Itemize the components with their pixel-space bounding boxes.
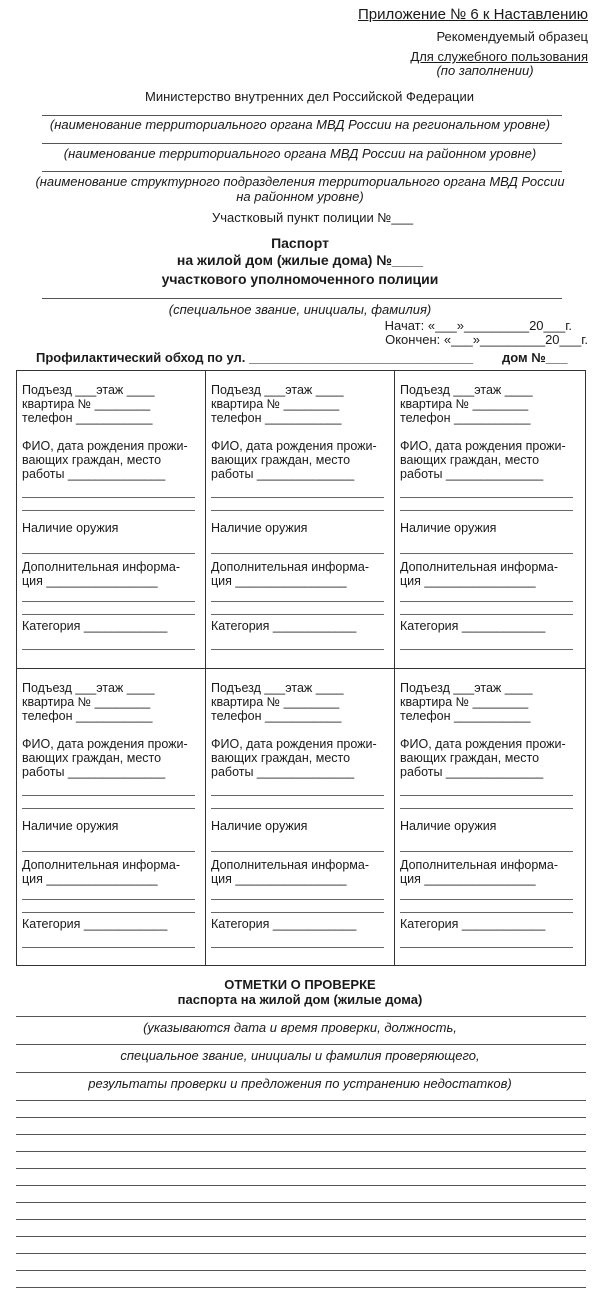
- cell-label-additional-1: Дополнительная информа-: [211, 560, 369, 574]
- cell-label-additional-1: Дополнительная информа-: [400, 560, 558, 574]
- cell-label-residents-3: работы ______________: [400, 765, 544, 779]
- cell-label-entrance: Подъезд ___этаж ____: [22, 383, 155, 397]
- cell-label-phone: телефон ___________: [22, 411, 153, 425]
- cell-label-category: Категория ____________: [22, 917, 168, 931]
- cell-label-additional-1: Дополнительная информа-: [400, 858, 558, 872]
- checks-blank-line: [16, 1117, 586, 1118]
- cell-label-entrance: Подъезд ___этаж ____: [22, 681, 155, 695]
- checks-blank-line: [16, 1185, 586, 1186]
- checks-caption-3: результаты проверки и предложения по устранению недостатков): [88, 1076, 512, 1091]
- cell-fill-line: [22, 808, 195, 809]
- passport-subtitle: на жилой дом (жилые дома) №____: [176, 252, 424, 268]
- cell-label-additional-2: ция ________________: [400, 574, 536, 588]
- cell-label-additional-2: ция ________________: [211, 574, 347, 588]
- cell-label-additional-2: ция ________________: [211, 872, 347, 886]
- cell-label-weapons: Наличие оружия: [22, 521, 119, 535]
- cell-label-phone: телефон ___________: [400, 709, 531, 723]
- officer-line: [42, 298, 562, 299]
- cell-fill-line: [400, 947, 573, 948]
- cell-fill-line: [22, 851, 195, 852]
- recommended-label: Рекомендуемый образец: [436, 29, 588, 44]
- cell-label-apartment: квартира № ________: [22, 695, 151, 709]
- checks-blank-line: [16, 1287, 586, 1288]
- dsp-label: Для служебного пользования: [410, 49, 588, 64]
- apartment-cell: [395, 383, 583, 663]
- grid-divider: [17, 668, 585, 669]
- cell-fill-line: [22, 649, 195, 650]
- cell-fill-line: [400, 614, 573, 615]
- checks-blank-line: [16, 1151, 586, 1152]
- cell-label-residents-1: ФИО, дата рождения прожи-: [22, 737, 188, 751]
- apartment-cell: [17, 681, 205, 961]
- cell-fill-line: [400, 553, 573, 554]
- cell-label-residents-1: ФИО, дата рождения прожи-: [22, 439, 188, 453]
- cell-fill-line: [400, 497, 573, 498]
- district-org-caption: (наименование территориального органа МВД России на районном уровне): [63, 146, 537, 161]
- checks-line: [16, 1044, 586, 1045]
- cell-fill-line: [400, 851, 573, 852]
- cell-label-residents-1: ФИО, дата рождения прожи-: [400, 737, 566, 751]
- checks-blank-line: [16, 1202, 586, 1203]
- cell-label-entrance: Подъезд ___этаж ____: [211, 681, 344, 695]
- cell-label-phone: телефон ___________: [211, 709, 342, 723]
- cell-label-category: Категория ____________: [211, 619, 357, 633]
- cell-fill-line: [22, 601, 195, 602]
- cell-fill-line: [211, 649, 384, 650]
- checks-blank-line: [16, 1270, 586, 1271]
- cell-fill-line: [400, 808, 573, 809]
- cell-label-weapons: Наличие оружия: [211, 819, 308, 833]
- regional-org-line: [42, 115, 562, 116]
- cell-label-phone: телефон ___________: [400, 411, 531, 425]
- dsp-note: (по заполнении): [436, 63, 534, 78]
- checks-caption-1: (указываются дата и время проверки, должность,: [143, 1020, 457, 1035]
- cell-fill-line: [211, 899, 384, 900]
- cell-label-additional-1: Дополнительная информа-: [22, 858, 180, 872]
- checks-caption-2: специальное звание, инициалы и фамилия проверяющего,: [120, 1048, 480, 1063]
- cell-fill-line: [22, 497, 195, 498]
- apartment-cell: [395, 681, 583, 961]
- cell-label-entrance: Подъезд ___этаж ____: [400, 681, 533, 695]
- checks-blank-line: [16, 1134, 586, 1135]
- cell-label-apartment: квартира № ________: [211, 397, 340, 411]
- cell-label-residents-3: работы ______________: [22, 765, 166, 779]
- cell-label-residents-2: вающих граждан, место: [400, 453, 540, 467]
- cell-label-additional-1: Дополнительная информа-: [211, 858, 369, 872]
- district-org-line: [42, 143, 562, 144]
- cell-fill-line: [22, 553, 195, 554]
- cell-label-weapons: Наличие оружия: [400, 819, 497, 833]
- cell-label-category: Категория ____________: [22, 619, 168, 633]
- passport-owner: участкового уполномоченного полиции: [161, 271, 439, 287]
- structural-org-line: [42, 171, 562, 172]
- cell-fill-line: [400, 912, 573, 913]
- officer-caption: (специальное звание, инициалы, фамилия): [168, 302, 432, 317]
- cell-fill-line: [22, 899, 195, 900]
- checks-blank-line: [16, 1168, 586, 1169]
- cell-label-additional-2: ция ________________: [400, 872, 536, 886]
- cell-label-weapons: Наличие оружия: [211, 521, 308, 535]
- structural-org-caption-2: на районном уровне): [236, 189, 364, 204]
- cell-fill-line: [211, 614, 384, 615]
- cell-fill-line: [211, 947, 384, 948]
- ministry-name: Министерство внутренних дел Российской Федерации: [145, 89, 475, 104]
- cell-label-residents-2: вающих граждан, место: [400, 751, 540, 765]
- cell-fill-line: [22, 947, 195, 948]
- cell-label-additional-1: Дополнительная информа-: [22, 560, 180, 574]
- walkaround-house: дом №___: [502, 350, 568, 365]
- cell-label-residents-2: вающих граждан, место: [211, 453, 351, 467]
- cell-fill-line: [22, 510, 195, 511]
- cell-label-residents-1: ФИО, дата рождения прожи-: [211, 439, 377, 453]
- checks-blank-line: [16, 1253, 586, 1254]
- cell-label-category: Категория ____________: [400, 619, 546, 633]
- checks-line: [16, 1072, 586, 1073]
- cell-label-apartment: квартира № ________: [400, 397, 529, 411]
- checks-blank-line: [16, 1100, 586, 1101]
- checks-blank-line: [16, 1219, 586, 1220]
- cell-label-category: Категория ____________: [211, 917, 357, 931]
- cell-label-apartment: квартира № ________: [22, 397, 151, 411]
- cell-label-residents-3: работы ______________: [211, 467, 355, 481]
- cell-fill-line: [211, 553, 384, 554]
- cell-fill-line: [400, 601, 573, 602]
- regional-org-caption: (наименование территориального органа МВД России на региональном уровне): [49, 117, 551, 132]
- cell-label-additional-2: ция ________________: [22, 574, 158, 588]
- started-date: Начат: «___»_________20___г.: [384, 318, 572, 333]
- cell-fill-line: [400, 649, 573, 650]
- cell-fill-line: [211, 497, 384, 498]
- cell-fill-line: [400, 795, 573, 796]
- cell-fill-line: [22, 912, 195, 913]
- cell-label-category: Категория ____________: [400, 917, 546, 931]
- precinct-label: Участковый пункт полиции №___: [212, 210, 414, 225]
- cell-label-residents-3: работы ______________: [211, 765, 355, 779]
- cell-fill-line: [211, 808, 384, 809]
- appendix-label: Приложение № 6 к Наставлению: [358, 6, 588, 23]
- cell-fill-line: [211, 795, 384, 796]
- cell-fill-line: [22, 795, 195, 796]
- structural-org-caption-1: (наименование структурного подразделения территориального органа МВД России: [35, 174, 565, 189]
- cell-fill-line: [211, 912, 384, 913]
- cell-fill-line: [22, 614, 195, 615]
- cell-label-residents-2: вающих граждан, место: [22, 751, 162, 765]
- apartment-cell: [206, 383, 394, 663]
- cell-label-residents-2: вающих граждан, место: [211, 751, 351, 765]
- cell-label-phone: телефон ___________: [211, 411, 342, 425]
- checks-title: ОТМЕТКИ О ПРОВЕРКЕ: [224, 977, 376, 992]
- cell-label-phone: телефон ___________: [22, 709, 153, 723]
- walkaround-street: Профилактический обход по ул. _______________________________: [36, 350, 474, 365]
- cell-fill-line: [400, 510, 573, 511]
- cell-fill-line: [211, 510, 384, 511]
- cell-label-entrance: Подъезд ___этаж ____: [400, 383, 533, 397]
- cell-label-residents-1: ФИО, дата рождения прожи-: [211, 737, 377, 751]
- checks-subtitle: паспорта на жилой дом (жилые дома): [177, 992, 423, 1007]
- cell-label-residents-1: ФИО, дата рождения прожи-: [400, 439, 566, 453]
- apartment-cell: [206, 681, 394, 961]
- ended-date: Окончен: «___»_________20___г.: [385, 332, 588, 347]
- cell-label-entrance: Подъезд ___этаж ____: [211, 383, 344, 397]
- cell-label-residents-3: работы ______________: [400, 467, 544, 481]
- cell-label-residents-3: работы ______________: [22, 467, 166, 481]
- cell-fill-line: [211, 601, 384, 602]
- cell-label-residents-2: вающих граждан, место: [22, 453, 162, 467]
- cell-label-additional-2: ция ________________: [22, 872, 158, 886]
- cell-fill-line: [400, 899, 573, 900]
- apartment-cell: [17, 383, 205, 663]
- checks-blank-line: [16, 1236, 586, 1237]
- cell-label-apartment: квартира № ________: [400, 695, 529, 709]
- cell-label-weapons: Наличие оружия: [22, 819, 119, 833]
- checks-line: [16, 1016, 586, 1017]
- cell-fill-line: [211, 851, 384, 852]
- cell-label-weapons: Наличие оружия: [400, 521, 497, 535]
- cell-label-apartment: квартира № ________: [211, 695, 340, 709]
- passport-title: Паспорт: [271, 235, 329, 251]
